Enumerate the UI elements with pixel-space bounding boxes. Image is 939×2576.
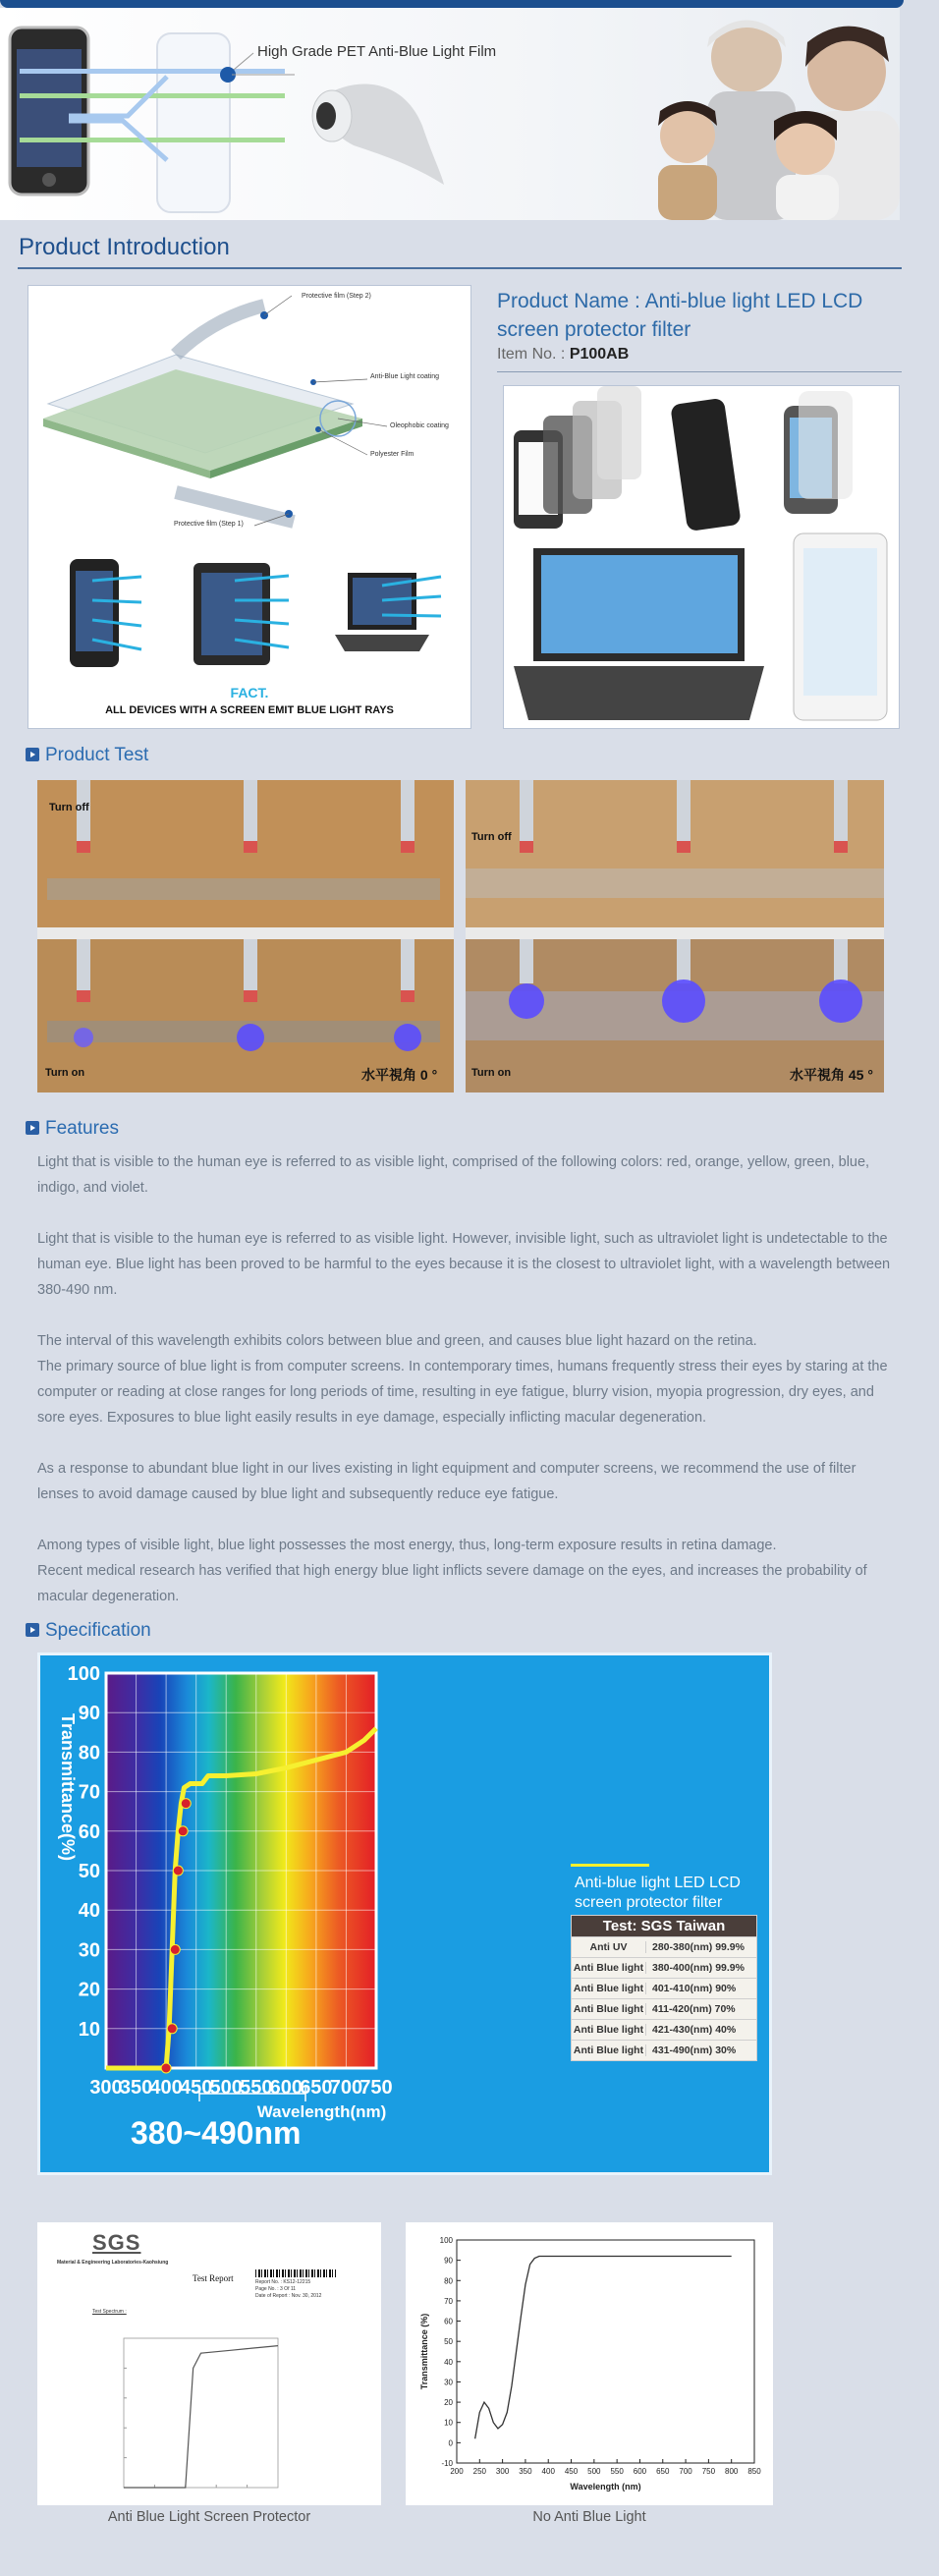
diagram-label: Oleophobic coating [390,422,449,429]
section-heading-specification [26,1620,151,1642]
features-paragraph: Among types of visible light, blue light possesses the most energy, thus, long-term exposure results in retina damage. Recent medical research has verified that high energy blue light inflicts severe damage on the eyes, and increases the probability of macular degeneration. [37,1538,867,1604]
x-tick-label: 600 [633,2467,647,2476]
sgs-subtitle: Material & Engineering Laboratories-Kaohsiung [57,2260,169,2266]
x-tick-label: 550 [610,2467,624,2476]
x-tick-label: 550 [240,2077,273,2099]
test-table-row [572,1998,756,2019]
section-bullet-icon [26,748,39,761]
test-table-cell: Anti Blue light [572,2044,646,2056]
sgs-test-spectrum-label: Test Spectrum : [92,2309,127,2315]
test-table-cell: 421-430(nm) 40% [652,2024,737,2036]
test-table-cell: Anti Blue light [572,1962,646,1974]
fact-label: FACT. [230,685,269,700]
section-heading-text: Features [45,1118,119,1139]
layer-diagram [28,286,470,728]
test-table-cell: 401-410(nm) 90% [652,1983,737,1994]
x-tick-label: 400 [149,2077,183,2099]
x-tick-label: 800 [725,2467,739,2476]
no-filter-chart [406,2222,773,2505]
y-tick-label: 10 [444,2418,453,2428]
report-caption-right: No Anti Blue Light [532,2509,646,2525]
test-table-cell: Anti Blue light [572,2003,646,2015]
sgs-logo: SGS [92,2230,141,2255]
range-label: 380~490nm [131,2115,302,2151]
angle-label: 水平視角 0 ° [361,1067,438,1083]
diagram-label: Polyester Film [370,451,414,458]
test-table-row [572,1936,756,1957]
x-tick-label: 650 [656,2467,670,2476]
section-divider [18,267,902,269]
x-tick-label: 500 [209,2077,243,2099]
spec-chart-panel [37,1652,772,2175]
legend-swatch [571,1864,649,1867]
y-tick-label: 90 [78,1703,100,1725]
diagram-label: Protective film (Step 1) [174,521,244,528]
item-number [497,346,629,364]
test-photo-45deg-illustration [466,780,884,1092]
x-tick-label: 400 [541,2467,555,2476]
x-tick-label: 250 [472,2467,486,2476]
test-table-row [572,2040,756,2060]
x-tick-label: 200 [450,2467,464,2476]
x-tick-label: 450 [564,2467,579,2476]
report-caption-left: Anti Blue Light Screen Protector [107,2509,311,2525]
section-bullet-icon [26,1121,39,1135]
test-table-cell: 411-420(nm) 70% [652,2003,736,2015]
test-photo-0deg-illustration [37,780,454,1092]
data-point [173,1866,183,1876]
product-family-image [503,385,900,729]
y-tick-label: 30 [78,1939,100,1962]
y-tick-label: 40 [444,2357,453,2367]
series-line [475,2257,732,2439]
test-table-title: Test: SGS Taiwan [572,1916,756,1936]
y-tick-label: 60 [444,2317,453,2326]
sgs-meta-line: Date of Report : Nov. 30, 2012 [255,2293,322,2299]
legend-label: Anti-blue light LED LCD screen protector filter [575,1875,741,1911]
y-axis-label: Transmittance (%) [419,2313,429,2390]
x-tick-label: 600 [269,2077,304,2099]
test-table-row [572,2019,756,2040]
data-point [167,2024,177,2034]
y-tick-label: 100 [439,2236,453,2245]
x-tick-label: 500 [587,2467,601,2476]
features-paragraph: Light that is visible to the human eye is referred to as visible light, comprised of the following colors: red, orange, yellow, green, blue, indigo, and violet. [37,1154,870,1196]
test-table-cell: Anti UV [572,1941,646,1953]
data-point [161,2063,171,2073]
y-tick-label: 70 [78,1781,100,1804]
top-bar [0,0,904,8]
y-tick-label: 10 [78,2018,100,2041]
section-bullet-icon [26,1623,39,1637]
y-tick-label: 0 [448,2438,453,2448]
range-bracket-icon [197,2084,307,2103]
turn-on-label: Turn on [45,1067,85,1079]
product-name: Product Name : Anti-blue light LED LCD screen protector filter [497,290,863,341]
x-tick-label: 750 [359,2077,393,2099]
y-tick-label: 50 [78,1861,100,1882]
x-tick-label: 300 [495,2467,510,2476]
sgs-meta [255,2279,321,2300]
sgs-mini-chart [116,2330,288,2497]
data-point [178,1826,188,1836]
sgs-report-image [37,2222,381,2505]
test-table-cell: Anti Blue light [572,1983,646,1994]
y-tick-label: 70 [444,2296,453,2306]
layer-diagram-panel [28,285,471,729]
test-table-cell: 280-380(nm) 99.9% [652,1941,745,1953]
features-paragraph: The interval of this wavelength exhibits colors between blue and green, and causes blue light hazard on the retina. The primary source of blue light is from computer screens. In contemporary times, humans frequently stress their eyes by staring at the computer or reading at close ranges for long periods of time, resulting in eye fatigue, blurry vision, myopia progression, dry eyes, and sore eyes. Exposures to blue light easily results in eye damage, especially inflicting macular degeneration. [37,1333,888,1426]
section-heading-features [26,1118,119,1140]
y-tick-label: 20 [78,1979,100,2001]
y-tick-label: -10 [441,2459,453,2468]
x-tick-label: 650 [300,2077,333,2099]
x-tick-label: 700 [679,2467,692,2476]
x-tick-label: 300 [89,2077,123,2099]
y-tick-label: 80 [78,1742,100,1764]
product-name-divider [497,371,902,372]
no-filter-chart-image [406,2222,773,2505]
x-axis-label: Wavelength(nm) [256,2102,387,2121]
hero-banner [0,8,900,220]
turn-off-label: Turn off [471,831,512,843]
test-table-row [572,1978,756,1998]
test-table-cell: 431-490(nm) 30% [652,2044,737,2056]
section-heading-text: Specification [45,1620,151,1641]
banner-illustration [0,8,900,220]
fact-text: ALL DEVICES WITH A SCREEN EMIT BLUE LIGHT RAYS [105,704,394,716]
features-paragraph: Light that is visible to the human eye is referred to as visible light. However, invisible light, such as ultraviolet light is undetectable to the human eye. Blue light has been proved to be harmful to the eyes because it is the closest to ultraviolet light, with a wavelength between 380-490 nm. [37,1231,891,1298]
x-tick-label: 850 [747,2467,761,2476]
turn-on-label: Turn on [471,1067,512,1079]
test-table-row [572,1957,756,1978]
data-point [170,1944,180,1954]
sgs-test-table [571,1915,757,2061]
x-axis-label: Wavelength (nm) [570,2482,641,2492]
barcode-icon [255,2269,336,2277]
test-photo-45deg [466,780,884,1092]
section-heading-product-introduction: Product Introduction [19,234,230,260]
y-tick-label: 40 [78,1900,100,1923]
sgs-report-title: Test Report [193,2273,234,2283]
test-table-cell: 380-400(nm) 99.9% [652,1962,745,1974]
x-tick-label: 750 [701,2467,716,2476]
turn-off-label: Turn off [49,802,89,813]
diagram-label: Protective film (Step 2) [302,293,371,300]
y-tick-label: 80 [444,2276,453,2286]
x-tick-label: 700 [329,2077,363,2099]
y-tick-label: 90 [444,2256,453,2266]
y-tick-label: 60 [78,1820,100,1843]
y-tick-label: 20 [444,2398,453,2408]
item-number-value: P100AB [569,346,630,363]
features-paragraph: As a response to abundant blue light in our lives existing in light equipment and computer screens, we recommend the use of filter lenses to avoid damage caused by blue light and subsequently reduce eye fatigue. [37,1461,856,1502]
diagram-label: Anti-Blue Light coating [370,373,440,380]
plot-frame [457,2240,754,2463]
spec-chart [40,1655,769,2172]
test-photo-0deg [37,780,454,1092]
x-tick-label: 350 [119,2077,153,2099]
test-table-cell: Anti Blue light [572,2024,646,2036]
x-tick-label: 350 [519,2467,532,2476]
plot-frame [124,2338,278,2488]
section-heading-product-test [26,745,148,766]
series-line [124,2346,278,2488]
x-tick-label: 450 [179,2077,213,2099]
y-tick-label: 100 [67,1663,100,1685]
sgs-meta-line: Report No. : KS12-12215 [255,2279,311,2285]
item-number-label: Item No. : [497,346,566,363]
product-family-illustration [504,386,899,728]
y-tick-label: 30 [444,2378,453,2387]
y-axis-label: Transmittance(%) [58,1712,78,1862]
y-tick-label: 50 [444,2337,453,2347]
banner-title: High Grade PET Anti-Blue Light Film [257,43,497,60]
angle-label: 水平視角 45 ° [790,1067,873,1083]
sgs-meta-line: Page No. : 3 Of 11 [255,2286,297,2292]
section-heading-text: Product Test [45,745,149,765]
data-point [181,1799,191,1809]
